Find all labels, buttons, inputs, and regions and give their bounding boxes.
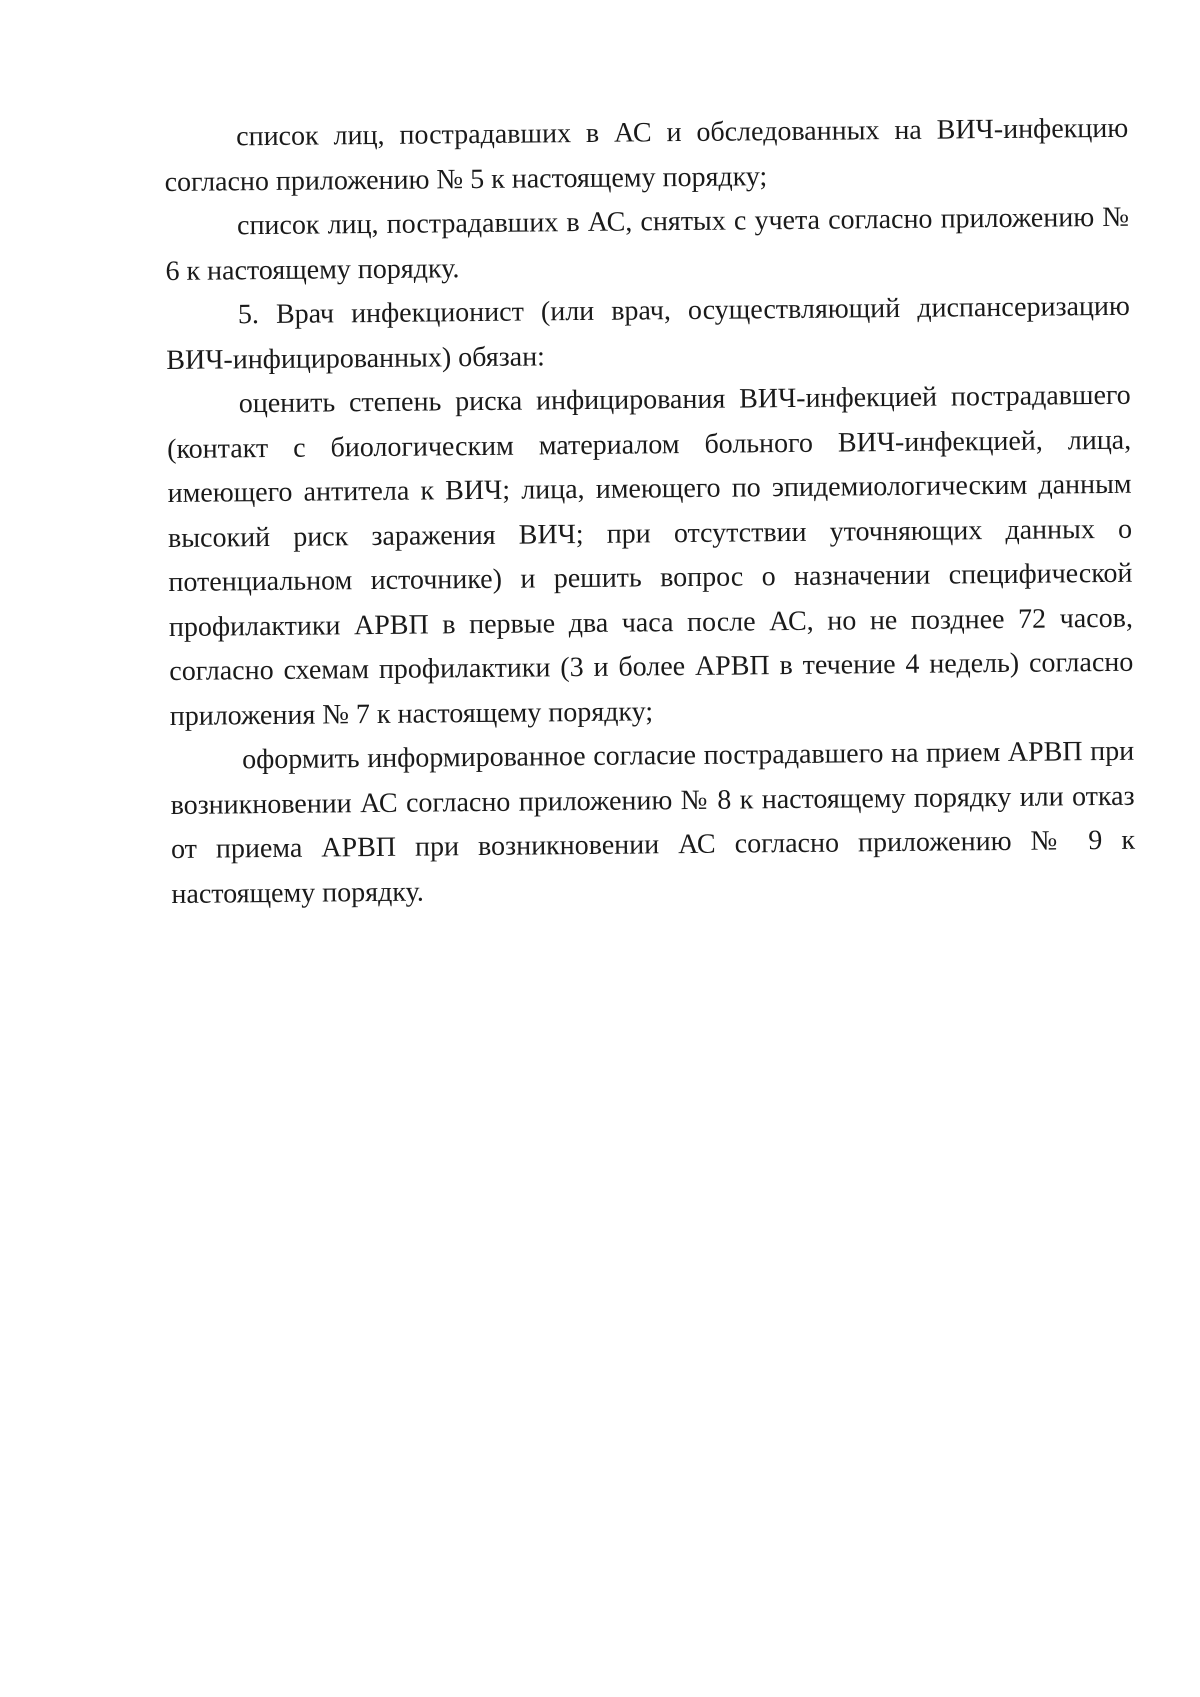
paragraph-informed-consent: оформить информированное согласие пострадавшего на прием АРВП при возникновении АС согласно приложению № 8 к настоящему порядку или отказ от приема АРВП при возникновении АС согласно приложению № 9 к настоящему порядку. bbox=[170, 735, 1136, 910]
paragraph-list-examined: список лиц, пострадавших в АС и обследованных на ВИЧ-инфекцию согласно приложению № 5 к настоящему порядку; bbox=[164, 112, 1129, 198]
paragraph-list-deregistered: список лиц, пострадавших в АС, снятых с учета согласно приложению № 6 к настоящему порядку. bbox=[165, 201, 1130, 287]
paragraph-risk-assessment: оценить степень риска инфицирования ВИЧ-инфекцией пострадавшего (контакт с биологическим материалом больного ВИЧ-инфекцией, лица, имеющего антитела к ВИЧ; лица, имеющего по эпидемиологическим данным высокий риск заражения ВИЧ; при отсутствии уточняющих данных о потенциальном источнике) и решить вопрос о назначении специфической профилактики АРВП в первые два часа после АС, но не позднее 72 часов, согласно схемам профилактики (3 и более АРВП в течение 4 недель) согласно приложения № 7 к настоящему порядку; bbox=[167, 379, 1134, 732]
document-body bbox=[164, 107, 1136, 917]
paragraph-doctor-obligations: 5. Врач инфекционист (или врач, осуществляющий диспансеризацию ВИЧ-инфицированных) обязан: bbox=[166, 290, 1131, 376]
